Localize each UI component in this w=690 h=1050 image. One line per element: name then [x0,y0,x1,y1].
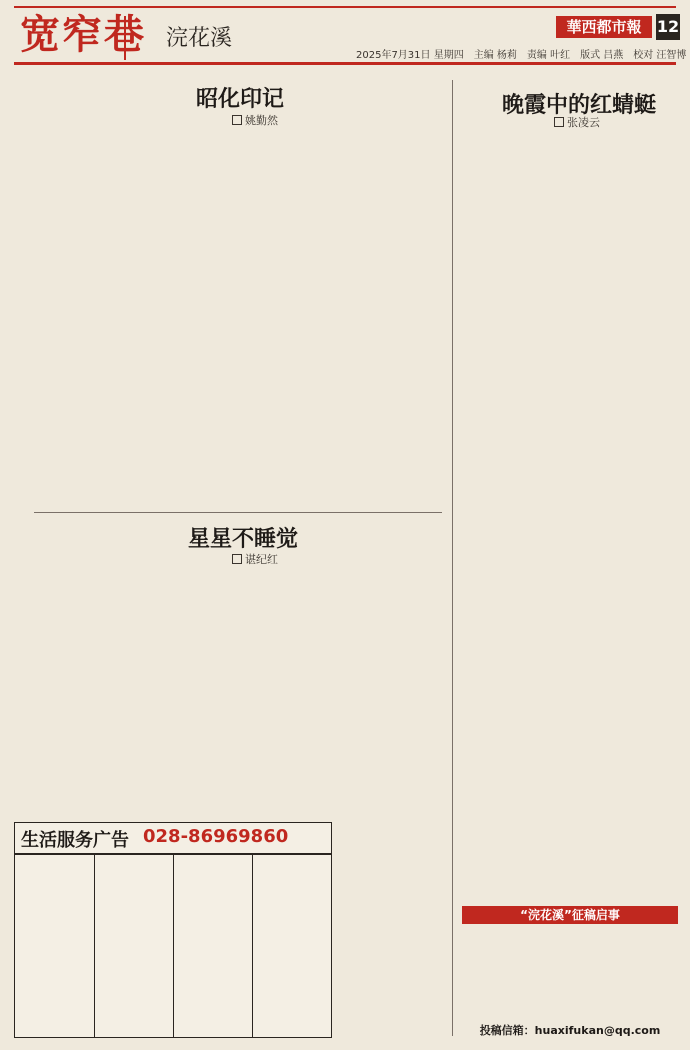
service-ad-cell [19,859,91,1033]
byline-box-icon [232,554,242,564]
article-byline-xingxing [232,551,278,567]
article-body-column [34,568,162,814]
masthead [0,0,690,72]
article-body-column [314,568,442,1036]
article-body-column [174,128,302,506]
masthead-top-rule [14,6,676,8]
service-ads-header [15,823,331,855]
byline-box-icon [232,115,242,125]
service-ads-divider [173,855,174,1037]
service-ads-divider [252,855,253,1037]
service-ads-phone: 028-86969860 [143,826,289,847]
article-body-column [174,568,302,814]
masthead-divider [124,16,164,60]
service-ads-note [247,826,327,850]
submission-email: 投稿信箱：huaxifukan@qq.com [479,1024,661,1037]
service-ad-cell [256,859,328,1033]
call-for-submissions-body [462,930,678,1020]
article-headline-xingxing: 星星不睡觉 [188,526,299,552]
service-ad-cell [98,859,170,1033]
article-byline-zhaohua [232,112,278,128]
article-body-column [462,128,678,898]
page-number: 12 [656,14,680,40]
masthead-bottom-rule [14,62,676,65]
date-line: 2025年7月31日 星期四 主编 杨莉 责编 叶红 版式 吕燕 校对 汪智博 [356,50,687,61]
column-divider [452,80,453,1036]
call-for-submissions-title: “浣花溪”征稿启事 [462,906,678,924]
byline-box-icon [554,117,564,127]
section-divider [34,512,442,513]
section-title: 宽窄巷 [20,11,146,58]
article-body-column [34,128,162,506]
article-headline-qingting: 晚霞中的红蜻蜓 [502,92,657,118]
column-name: 浣花溪 [166,26,233,51]
byline-author: 张凌云 [567,116,600,129]
article-headline-zhaohua: 昭化印记 [196,86,285,112]
service-ad-cell [177,859,249,1033]
service-ads-grid [15,855,331,1037]
service-ads-divider [94,855,95,1037]
service-ads-title: 生活服务广告 [21,830,129,851]
byline-author: 姚勤然 [245,114,278,127]
byline-author: 谌纪红 [245,553,278,566]
service-ads-panel [14,822,332,1038]
call-for-submissions [462,906,678,1038]
article-body-column [314,128,442,506]
newspaper-logo: 華西都市報 [556,16,652,38]
